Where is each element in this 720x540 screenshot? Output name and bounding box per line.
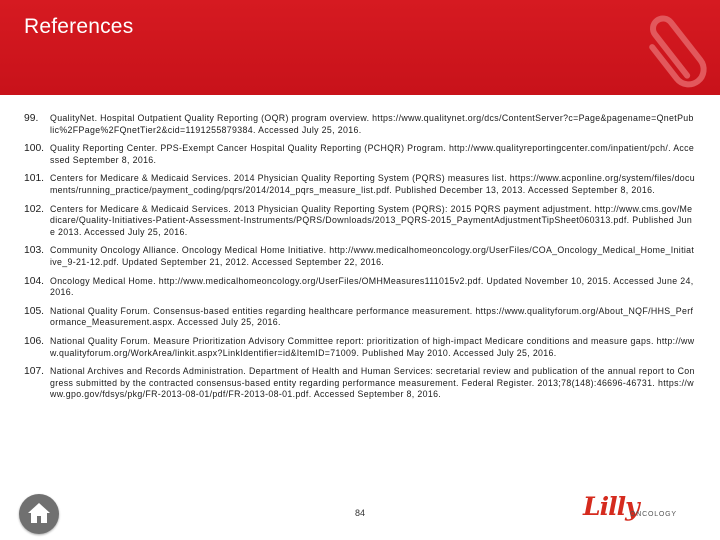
- reference-item: [24, 306, 696, 329]
- reference-text: Community Oncology Alliance. Oncology Medical Home Initiative. http://www.medicalhomeoncology.org/UserFiles/COA_Oncology_Medical_Home_Initiative_9-21-12.pdf. Updated September 21, 2012. Accessed September 22, 2016.: [50, 245, 695, 267]
- reference-text: National Archives and Records Administration. Department of Health and Human Services: secretarial review and publication of the annual report to Congress submitted by the contracted consensus-based entity regarding performance measurement. Federal Register. 2013;78(148):46696-46731. https://www.gpo.gov/fdsys/pkg/FR-2013-08-01/pdf/FR-2013-08-01.pdf. Accessed September 8, 2016.: [50, 366, 695, 400]
- reference-text: Oncology Medical Home. http://www.medicalhomeoncology.org/UserFiles/OMHMeasures111015v2.pdf. Updated November 10, 2015. Accessed June 24, 2016.: [50, 275, 694, 298]
- reference-item: [24, 204, 696, 239]
- reference-number: 99.: [24, 113, 39, 124]
- reference-text: Centers for Medicare & Medicaid Services. 2014 Physician Quality Reporting System (PQRS) measures list. https://www.acponline.org/system/files/documents/running_practice/payment_coding/pqrs/2014/2014_pqrs_measure_list.pdf. Published December 13, 2013. Accessed September 8, 2016.: [50, 173, 695, 195]
- reference-number: 106.: [24, 335, 45, 347]
- reference-number: 105.: [24, 305, 45, 317]
- reference-item: [24, 336, 696, 359]
- reference-number: 102.: [24, 203, 45, 215]
- reference-number: 103.: [24, 245, 45, 257]
- reference-item: [24, 113, 696, 136]
- page-title: References: [24, 15, 134, 38]
- header-banner: [0, 0, 720, 95]
- reference-text: QualityNet. Hospital Outpatient Quality Reporting (OQR) program overview. https://www.qualitynet.org/dcs/ContentServer?c=Page&pagename=QnetPublic%2FPage%2FQnetTier2&cid=1191255879384. Accessed July 25, 2016.: [50, 113, 694, 135]
- reference-text: Centers for Medicare & Medicaid Services. 2013 Physician Quality Reporting System (PQRS): 2015 PQRS payment adjustment. http://www.cms.gov/Medicare/Quality-Initiatives-Patient-Assessment-Instruments/PQRS/Downloads/2013_PQRS-2015_PaymentAdjustmentTipSheet060313.pdf. Published June 2013. Accessed July 25, 2016.: [50, 203, 693, 237]
- logo-subtitle: ONCOLOGY: [630, 511, 677, 518]
- home-icon: [27, 501, 51, 525]
- reference-number: 107.: [24, 366, 45, 378]
- reference-number: 104.: [24, 275, 45, 287]
- reference-text: National Quality Forum. Consensus-based entities regarding healthcare performance measurement. https://www.qualityforum.org/About_NQF/HHS_Performance_Measurement.aspx. Accessed July 25, 2016.: [50, 305, 694, 328]
- lilly-oncology-logo: [583, 492, 713, 532]
- reference-number: 100.: [24, 143, 45, 155]
- reference-list: [24, 113, 696, 408]
- reference-number: 101.: [24, 173, 45, 185]
- logo-wordmark: Lilly: [583, 492, 639, 521]
- reference-item: [24, 245, 696, 268]
- reference-item: [24, 173, 696, 196]
- reference-text: Quality Reporting Center. PPS-Exempt Cancer Hospital Quality Reporting (PCHQR) Program. http://www.qualityreportingcenter.com/inpatient/pch/. Accessed September 8, 2016.: [50, 143, 695, 165]
- reference-text: National Quality Forum. Measure Prioritization Advisory Committee report: prioritization of high-impact Medicare conditions and measure gaps. http://www.qualityforum.org/WorkArea/linkit.aspx?LinkIdentifier=id&ItemID=71009. Published May 2010. Accessed July 25, 2016.: [50, 335, 695, 358]
- page-number: 84: [354, 508, 365, 518]
- home-button[interactable]: [19, 494, 59, 534]
- reference-item: [24, 143, 696, 166]
- reference-item: [24, 366, 696, 401]
- paperclip-icon: [644, 6, 710, 90]
- reference-item: [24, 276, 696, 299]
